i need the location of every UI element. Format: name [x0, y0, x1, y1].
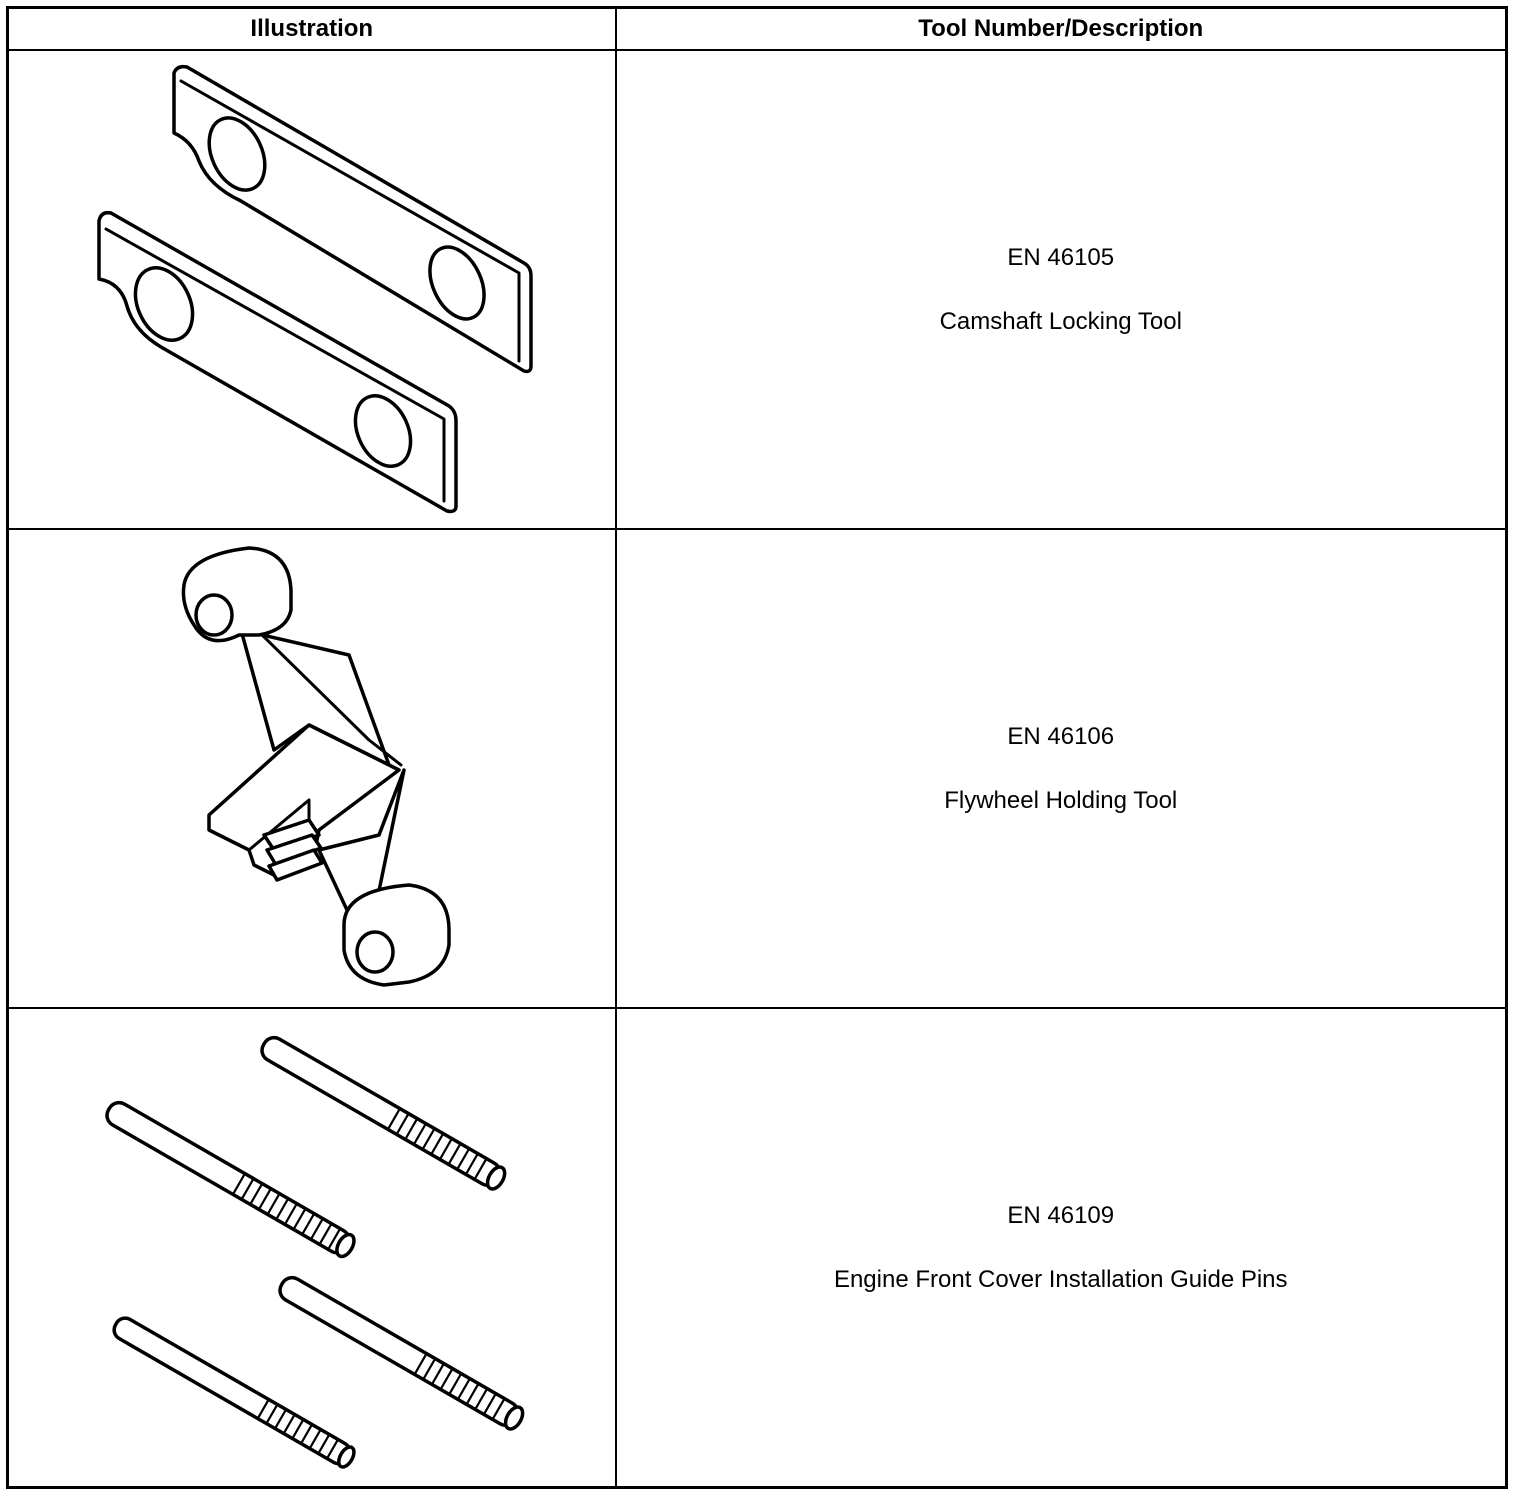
illustration-cell	[8, 50, 616, 529]
tool-number: EN 46105	[1007, 243, 1115, 271]
header-row	[8, 8, 1507, 51]
description-cell	[616, 1008, 1507, 1488]
description-cell	[616, 529, 1507, 1008]
table-row	[8, 50, 1507, 529]
header-illustration: Illustration	[8, 8, 616, 51]
flywheel-holding-tool-icon	[9, 530, 617, 1007]
tool-number: EN 46106	[1007, 722, 1115, 750]
description-cell	[616, 50, 1507, 529]
table-row	[8, 1008, 1507, 1488]
guide-pins-icon	[9, 1009, 617, 1486]
illustration-cell	[8, 529, 616, 1008]
tool-description: Camshaft Locking Tool	[939, 307, 1182, 335]
tool-description: Flywheel Holding Tool	[944, 786, 1178, 814]
illustration-cell	[8, 1008, 616, 1488]
camshaft-locking-plates-icon	[9, 51, 617, 528]
header-tool-number-description: Tool Number/Description	[616, 8, 1507, 51]
tools-table	[6, 6, 1508, 1489]
tool-description: Engine Front Cover Installation Guide Pins	[833, 1265, 1288, 1293]
table-row	[8, 529, 1507, 1008]
tool-number: EN 46109	[1007, 1201, 1115, 1229]
